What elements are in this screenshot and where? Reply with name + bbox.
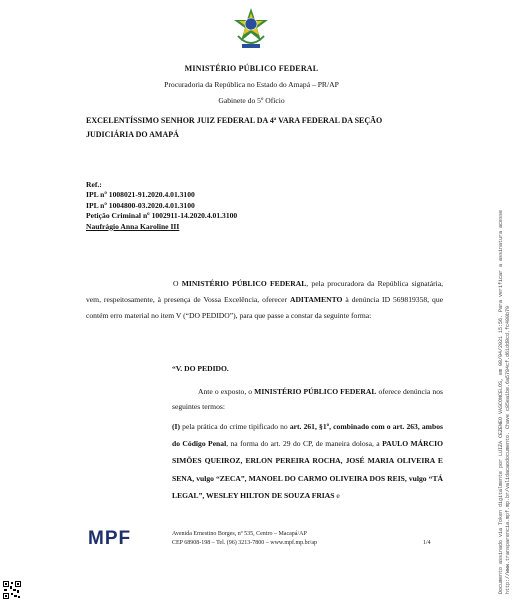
addressee-line-1: EXCELENTÍSSIMO SENHOR JUIZ FEDERAL DA 4ª VARA FEDERAL DA SEÇÃO	[86, 116, 383, 125]
text-span: , pela procuradora da República signatária, vem, respeitosamente, à presença de Vossa Excelência, oferecer	[86, 279, 443, 305]
ref-case-name: Naufrágio Anna Karoline III	[86, 221, 180, 231]
intro-paragraph	[86, 276, 443, 325]
text-span: à denúncia ID 569819358, que contém erro material no item V (“DO PEDIDO”), para que passe a constar da seguinte forma:	[86, 295, 443, 321]
text-span: O	[173, 279, 182, 288]
signature-text	[498, 134, 512, 594]
references-block	[86, 180, 237, 232]
org-name-bold: MINISTÉRIO PÚBLICO FEDERAL	[181, 279, 307, 288]
charge-paragraph	[172, 418, 443, 504]
article-bold: art. 261, §1º, combinado com o art. 263, ambos do Código Penal	[172, 422, 443, 449]
signature-line-1: Documento assinado via Token digitalmente por LUIZA CEZENEO VASCONCELOS, em 08/04/2021 15:56. Para verificar a assinatura acesse	[498, 209, 504, 594]
addressee	[86, 114, 436, 142]
addressee-line-2: JUDICIÁRIA DO AMAPÁ	[86, 130, 179, 139]
defendant-names: PAULO MÁRCIO SIMÕES QUEIROZ, ERLON PEREIRA ROCHA, JOSÉ MARIA OLIVEIRA E SENA, vulgo “ZECA”, MANOEL DO CARMO OLIVEIRA DOS REIS, vulgo “TÁ LEGAL”, WESLEY HILTON DE SOUZA FRIAS	[172, 439, 443, 500]
qr-code-icon	[3, 581, 21, 599]
mpf-logo: MPF	[88, 528, 132, 549]
signature-line-2: http://www.transparencia.mpf.mp.br/validacaodocumento. Chave c85ea1be.6a5784cf.d61dd8cd.fc480b79	[505, 305, 511, 594]
text-span: Ante o exposto, o	[198, 387, 255, 396]
ref-ipl-2: IPL nº 1004800-03.2020.4.01.3100	[86, 200, 195, 210]
org-title: MINISTÉRIO PÚBLICO FEDERAL	[184, 64, 319, 73]
page-number: 1/4	[423, 540, 431, 546]
ref-label: Ref.:	[86, 180, 102, 189]
section-title: “V. DO PEDIDO.	[172, 364, 229, 373]
text-span: e	[334, 490, 340, 500]
request-paragraph	[172, 384, 443, 415]
ref-petition: Petição Criminal nº 1002911-14.2020.4.01.3100	[86, 211, 238, 221]
footer-address-line-2: CEP 68908-198 – Tel. (96) 3213-7800 – www.mpf.mp.br/ap	[172, 540, 318, 547]
item-number: (I)	[172, 422, 181, 431]
cabinet-name: Gabinete do 5º Ofício	[218, 96, 285, 105]
aditamento-bold: ADITAMENTO	[289, 295, 343, 305]
coat-of-arms-emblem	[232, 6, 270, 52]
text-span: pela prática do crime tipificado no	[180, 422, 290, 431]
signature-sidebar	[464, 130, 511, 600]
org-name-bold: MINISTÉRIO PÚBLICO FEDERAL	[254, 387, 377, 396]
text-span: oferece denúncia nos seguintes termos:	[172, 387, 443, 412]
ref-ipl-1: IPL nº 1008021-91.2020.4.01.3100	[86, 190, 195, 200]
office-name: Procuradoria da República no Estado do Amapá – PR/AP	[164, 80, 339, 89]
footer-address-line-1: Avenida Ernestino Borges, nº 535, Centro – Macapá/AP	[172, 531, 307, 537]
text-span: , na forma do art. 29 do CP, de maneira dolosa, a	[226, 439, 383, 449]
footer-address	[172, 530, 317, 549]
